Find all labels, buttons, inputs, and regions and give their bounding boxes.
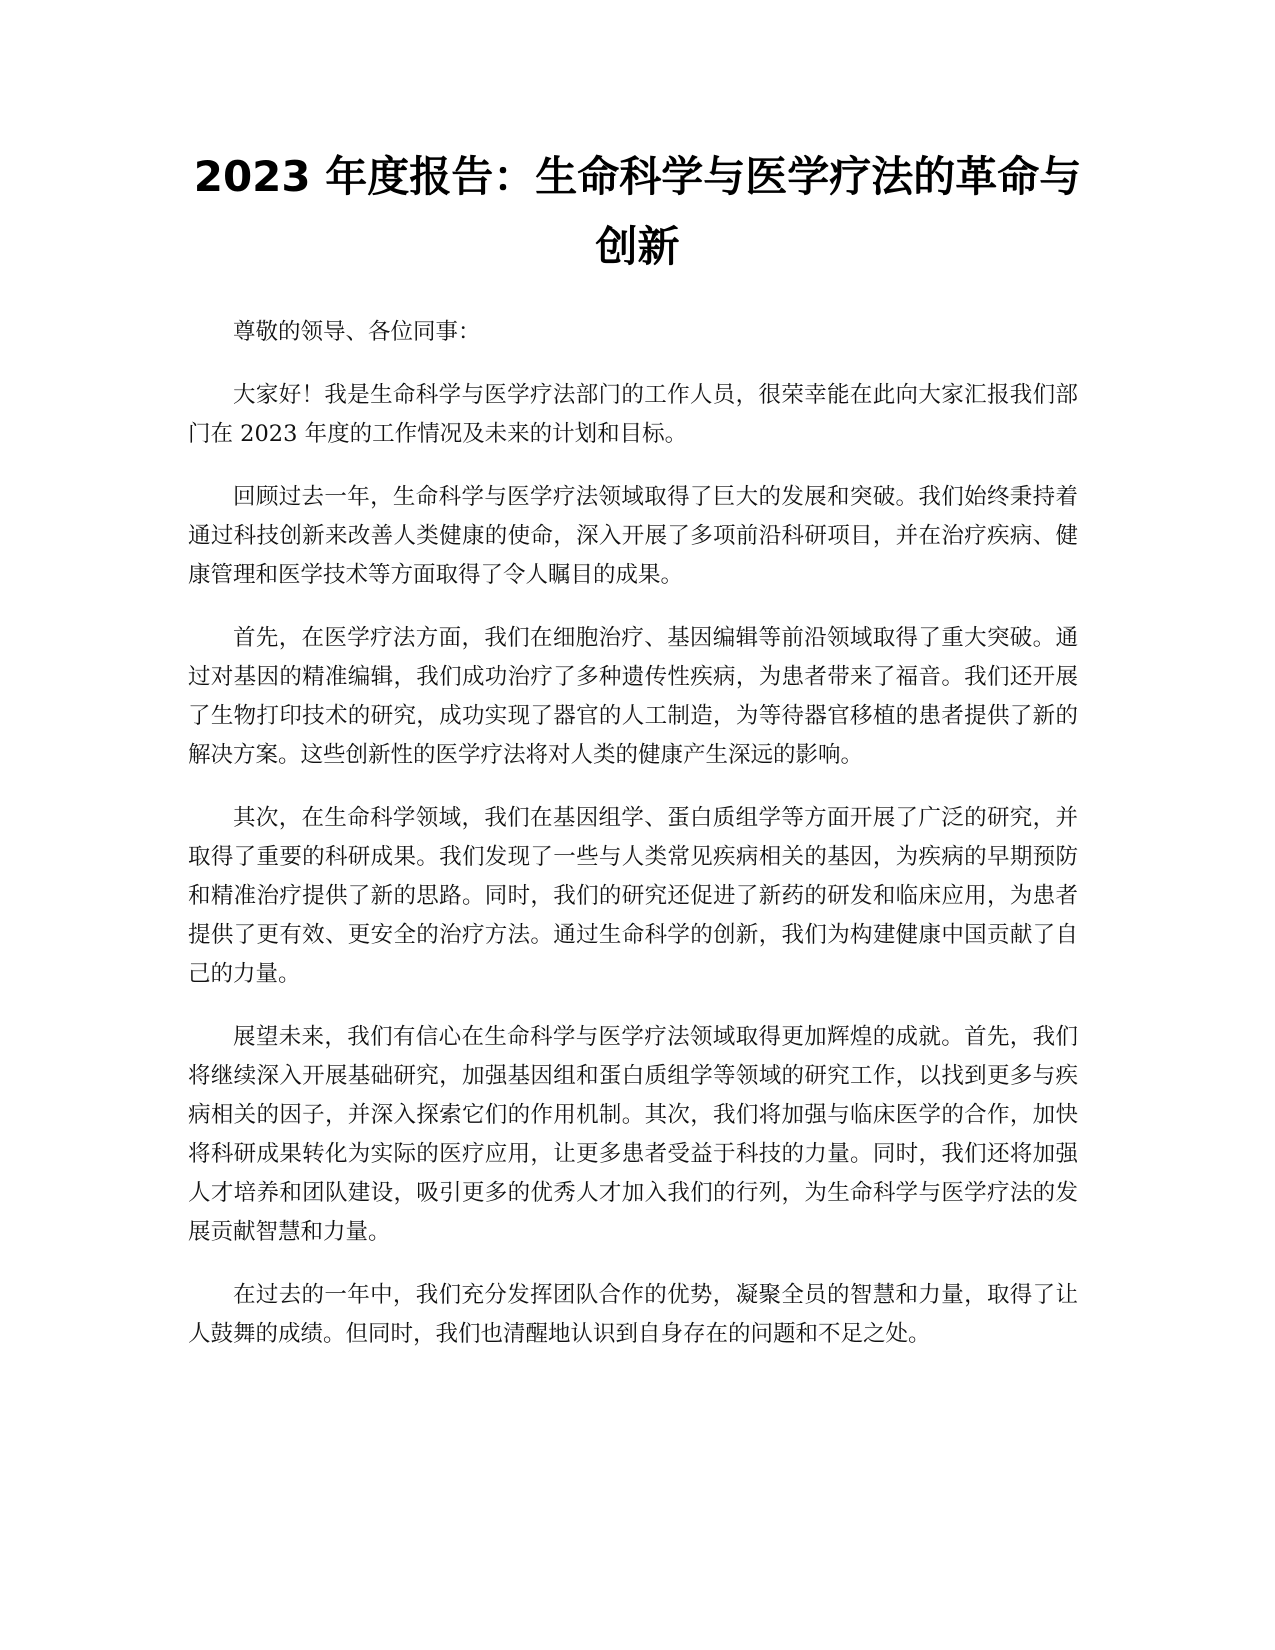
paragraph-greeting: 大家好！我是生命科学与医学疗法部门的工作人员，很荣幸能在此向大家汇报我们部门在 2023 年度的工作情况及未来的计划和目标。 xyxy=(188,382,1078,447)
paragraph-medical-therapy: 首先，在医学疗法方面，我们在细胞治疗、基因编辑等前沿领域取得了重大突破。通过对基因的精准编辑，我们成功治疗了多种遗传性疾病，为患者带来了福音。我们还开展了生物打印技术的研究，成功实现了器官的人工制造，为等待器官移植的患者提供了新的解决方案。这些创新性的医学疗法将对人类的健康产生深远的影响。 xyxy=(188,625,1078,768)
document-title: 2023 年度报告：生命科学与医学疗法的革命与创新 xyxy=(193,152,1082,271)
document-body xyxy=(188,313,1078,1378)
paragraph-review: 回顾过去一年，生命科学与医学疗法领域取得了巨大的发展和突破。我们始终秉持着通过科技创新来改善人类健康的使命，深入开展了多项前沿科研项目，并在治疗疾病、健康管理和医学技术等方面取得了令人瞩目的成果。 xyxy=(188,484,1078,588)
paragraph-life-science: 其次，在生命科学领域，我们在基因组学、蛋白质组学等方面开展了广泛的研究，并取得了重要的科研成果。我们发现了一些与人类常见疾病相关的基因，为疾病的早期预防和精准治疗提供了新的思路。同时，我们的研究还促进了新药的研发和临床应用，为患者提供了更有效、更安全的治疗方法。通过生命科学的创新，我们为构建健康中国贡献了自己的力量。 xyxy=(188,805,1078,987)
paragraph-outlook: 展望未来，我们有信心在生命科学与医学疗法领域取得更加辉煌的成就。首先，我们将继续深入开展基础研究，加强基因组和蛋白质组学等领域的研究工作，以找到更多与疾病相关的因子，并深入探索它们的作用机制。其次，我们将加强与临床医学的合作，加快将科研成果转化为实际的医疗应用，让更多患者受益于科技的力量。同时，我们还将加强人才培养和团队建设，吸引更多的优秀人才加入我们的行列，为生命科学与医学疗法的发展贡献智慧和力量。 xyxy=(188,1024,1078,1245)
paragraph-summary: 在过去的一年中，我们充分发挥团队合作的优势，凝聚全员的智慧和力量，取得了让人鼓舞的成绩。但同时，我们也清醒地认识到自身存在的问题和不足之处。 xyxy=(188,1282,1078,1347)
paragraph-salutation: 尊敬的领导、各位同事： xyxy=(233,319,481,345)
